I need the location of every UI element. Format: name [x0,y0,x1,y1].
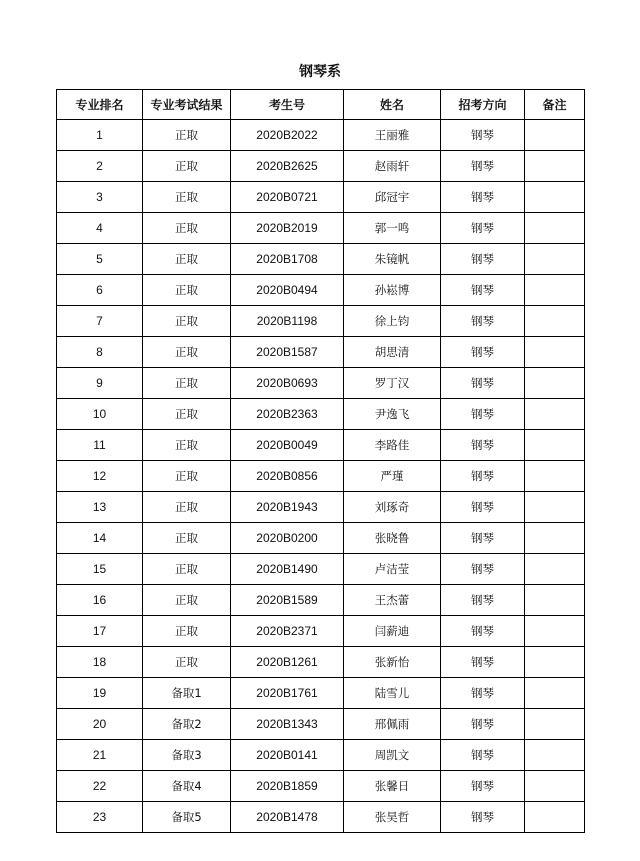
cell-result: 备取4 [143,771,231,802]
cell-rank: 3 [57,182,143,213]
table-header-row [57,90,585,120]
table-row [57,275,585,306]
cell-candidate-id: 2020B2371 [231,616,344,647]
cell-candidate-id: 2020B0049 [231,430,344,461]
cell-rank: 8 [57,337,143,368]
cell-direction: 钢琴 [441,182,525,213]
cell-direction: 钢琴 [441,678,525,709]
table-row [57,647,585,678]
cell-rank: 4 [57,213,143,244]
cell-rank: 9 [57,368,143,399]
cell-rank: 15 [57,554,143,585]
cell-name: 张晓鲁 [344,523,441,554]
cell-name: 陆雪儿 [344,678,441,709]
header-note: 备注 [525,90,585,120]
table-row [57,213,585,244]
cell-candidate-id: 2020B2019 [231,213,344,244]
cell-rank: 22 [57,771,143,802]
cell-result: 正取 [143,647,231,678]
cell-candidate-id: 2020B0721 [231,182,344,213]
cell-direction: 钢琴 [441,399,525,430]
cell-note [525,120,585,151]
table-row [57,430,585,461]
cell-note [525,492,585,523]
cell-result: 正取 [143,306,231,337]
cell-note [525,368,585,399]
cell-result: 正取 [143,461,231,492]
cell-direction: 钢琴 [441,740,525,771]
table-row [57,771,585,802]
table-row [57,678,585,709]
table-row [57,802,585,833]
table-row [57,337,585,368]
cell-result: 正取 [143,213,231,244]
cell-direction: 钢琴 [441,337,525,368]
page-title: 钢琴系 [299,64,341,80]
cell-note [525,554,585,585]
cell-name: 张昊哲 [344,802,441,833]
cell-note [525,647,585,678]
cell-name: 李路佳 [344,430,441,461]
cell-name: 尹逸飞 [344,399,441,430]
table-row [57,616,585,647]
cell-note [525,306,585,337]
cell-result: 正取 [143,275,231,306]
cell-note [525,802,585,833]
table-row [57,461,585,492]
cell-rank: 11 [57,430,143,461]
cell-rank: 2 [57,151,143,182]
cell-direction: 钢琴 [441,151,525,182]
cell-candidate-id: 2020B0141 [231,740,344,771]
cell-direction: 钢琴 [441,647,525,678]
cell-direction: 钢琴 [441,244,525,275]
cell-rank: 17 [57,616,143,647]
cell-result: 正取 [143,554,231,585]
table-row [57,554,585,585]
cell-note [525,182,585,213]
cell-result: 备取1 [143,678,231,709]
table-row [57,151,585,182]
cell-name: 孙崧博 [344,275,441,306]
cell-note [525,709,585,740]
cell-name: 邢佩雨 [344,709,441,740]
table-row [57,306,585,337]
cell-candidate-id: 2020B1589 [231,585,344,616]
cell-name: 周凯文 [344,740,441,771]
cell-result: 正取 [143,337,231,368]
table-row [57,709,585,740]
cell-direction: 钢琴 [441,523,525,554]
cell-candidate-id: 2020B1261 [231,647,344,678]
cell-candidate-id: 2020B1943 [231,492,344,523]
header-rank: 专业排名 [57,90,143,120]
cell-note [525,244,585,275]
cell-name: 张新怡 [344,647,441,678]
cell-note [525,740,585,771]
results-table [56,89,585,833]
cell-rank: 6 [57,275,143,306]
cell-note [525,399,585,430]
cell-candidate-id: 2020B1708 [231,244,344,275]
cell-direction: 钢琴 [441,771,525,802]
cell-candidate-id: 2020B2363 [231,399,344,430]
cell-name: 闫薪迪 [344,616,441,647]
cell-rank: 7 [57,306,143,337]
table-row [57,740,585,771]
cell-result: 正取 [143,182,231,213]
cell-result: 备取2 [143,709,231,740]
cell-direction: 钢琴 [441,461,525,492]
cell-candidate-id: 2020B0200 [231,523,344,554]
table-row [57,523,585,554]
cell-direction: 钢琴 [441,802,525,833]
cell-result: 正取 [143,616,231,647]
cell-note [525,616,585,647]
cell-rank: 14 [57,523,143,554]
cell-candidate-id: 2020B0693 [231,368,344,399]
table-row [57,182,585,213]
cell-name: 张馨日 [344,771,441,802]
cell-rank: 5 [57,244,143,275]
cell-direction: 钢琴 [441,492,525,523]
cell-note [525,151,585,182]
cell-rank: 23 [57,802,143,833]
cell-direction: 钢琴 [441,275,525,306]
cell-candidate-id: 2020B0494 [231,275,344,306]
cell-name: 胡思清 [344,337,441,368]
cell-result: 正取 [143,585,231,616]
cell-candidate-id: 2020B1490 [231,554,344,585]
cell-note [525,461,585,492]
cell-note [525,275,585,306]
cell-direction: 钢琴 [441,554,525,585]
cell-note [525,213,585,244]
cell-direction: 钢琴 [441,306,525,337]
cell-candidate-id: 2020B2022 [231,120,344,151]
cell-note [525,771,585,802]
cell-direction: 钢琴 [441,213,525,244]
cell-name: 赵雨轩 [344,151,441,182]
cell-candidate-id: 2020B1198 [231,306,344,337]
cell-name: 郭一鸣 [344,213,441,244]
cell-candidate-id: 2020B0856 [231,461,344,492]
table-row [57,244,585,275]
cell-note [525,523,585,554]
cell-result: 备取5 [143,802,231,833]
cell-name: 王丽雅 [344,120,441,151]
cell-note [525,585,585,616]
cell-direction: 钢琴 [441,368,525,399]
header-name: 姓名 [344,90,441,120]
cell-result: 备取3 [143,740,231,771]
table-body [57,120,585,833]
cell-name: 朱镜帆 [344,244,441,275]
cell-rank: 18 [57,647,143,678]
cell-result: 正取 [143,244,231,275]
cell-direction: 钢琴 [441,120,525,151]
header-result: 专业考试结果 [143,90,231,120]
table-row [57,399,585,430]
cell-name: 严瑾 [344,461,441,492]
cell-result: 正取 [143,492,231,523]
cell-candidate-id: 2020B1343 [231,709,344,740]
cell-direction: 钢琴 [441,430,525,461]
header-direction: 招考方向 [441,90,525,120]
cell-rank: 10 [57,399,143,430]
cell-direction: 钢琴 [441,616,525,647]
cell-note [525,430,585,461]
cell-name: 刘琢奇 [344,492,441,523]
cell-rank: 19 [57,678,143,709]
cell-candidate-id: 2020B1478 [231,802,344,833]
table-row [57,492,585,523]
cell-rank: 21 [57,740,143,771]
cell-candidate-id: 2020B1859 [231,771,344,802]
cell-result: 正取 [143,151,231,182]
cell-result: 正取 [143,368,231,399]
cell-rank: 12 [57,461,143,492]
cell-name: 徐上钧 [344,306,441,337]
table-row [57,120,585,151]
table-row [57,585,585,616]
header-candidate-id: 考生号 [231,90,344,120]
cell-note [525,678,585,709]
cell-rank: 1 [57,120,143,151]
cell-name: 罗丁汉 [344,368,441,399]
cell-name: 王杰蕾 [344,585,441,616]
cell-direction: 钢琴 [441,585,525,616]
cell-rank: 13 [57,492,143,523]
table-row [57,368,585,399]
cell-result: 正取 [143,430,231,461]
cell-name: 卢洁莹 [344,554,441,585]
cell-result: 正取 [143,523,231,554]
cell-result: 正取 [143,120,231,151]
cell-note [525,337,585,368]
cell-rank: 16 [57,585,143,616]
cell-result: 正取 [143,399,231,430]
cell-name: 邱冠宇 [344,182,441,213]
cell-rank: 20 [57,709,143,740]
cell-candidate-id: 2020B2625 [231,151,344,182]
cell-candidate-id: 2020B1761 [231,678,344,709]
cell-candidate-id: 2020B1587 [231,337,344,368]
cell-direction: 钢琴 [441,709,525,740]
